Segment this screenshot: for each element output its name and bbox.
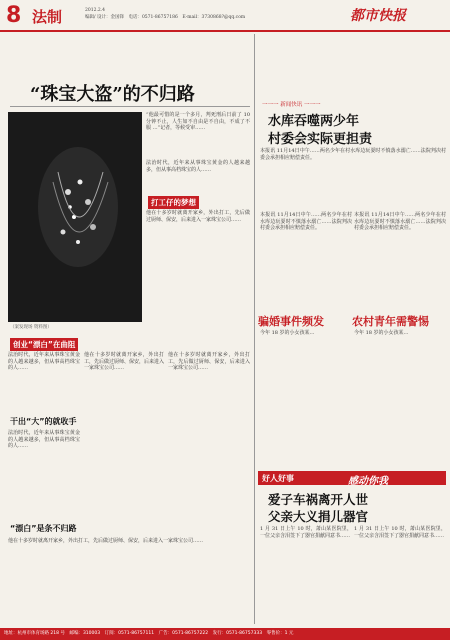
fraud-headline-left: 骗婚事件频发 (258, 315, 324, 328)
donor-headline-2: 父亲大义捐儿器官 (268, 509, 369, 524)
article-col-quit: 法治时代，近年来从事珠宝黄金的人越来越多，但从事高档珠宝的人…… (8, 430, 80, 449)
header-meta (85, 7, 245, 21)
column-divider (254, 34, 255, 624)
article-col-3: 他在十多岁时就离开家乡，外出打工，先后做过厨师、保安，后来进入一家珠宝公司…… (168, 352, 250, 371)
page-footer (0, 628, 450, 640)
donor-col-2: 1 月 31 日上午 10 时，萧山某医院里，一位父亲含泪签下了器官捐献同意书…… (354, 526, 446, 539)
subhead-no-return: “漂白”是条不归路 (10, 524, 77, 533)
banner-label-right: 感动你我 (348, 476, 388, 487)
subhead-whitewash: 创业“漂白”在曲阻 (10, 338, 78, 351)
donor-col-1: 1 月 31 日上午 10 时，萧山某医院里，一位父亲含泪签下了器官捐献同意书…… (260, 526, 352, 539)
reservoir-body: 本报讯 11月14日中午……两名少年在村水库边玩耍时不慎落水溺亡……法院判决村委会承担相应赔偿责任。 (260, 148, 446, 161)
donor-headline-1: 爱子车祸离开人世 (268, 492, 369, 507)
fraud-headline-right: 农村青年需警惕 (352, 315, 429, 328)
article-col-end: 他在十多岁时就离开家乡，外出打工，先后做过厨师、保安，后来进入一家珠宝公司…… (8, 538, 204, 544)
article-col-2: 他在十多岁时就离开家乡，外出打工，先后做过厨师、保安，后来进入一家珠宝公司…… (84, 352, 165, 371)
article-col-dream: 他在十多岁时就离开家乡，外出打工，先后做过厨师、保安，后来进入一家珠宝公司…… (146, 210, 250, 223)
page-number: 8 (6, 3, 22, 28)
issue-date: 2012.2.4 (85, 8, 106, 13)
page-header (0, 0, 450, 32)
good-deeds-banner (258, 471, 446, 485)
fraud-col-1: 今年 18 岁的小女孩某… (260, 330, 315, 336)
main-headline: “珠宝大盗”的不归路 (30, 84, 195, 105)
footer-text: 地址：杭州市体育场路 218 号 邮编：310003 订阅：0571-86757111 广告：0571-86757222 发行：0571-86757333 零售价：1 元 (4, 631, 294, 636)
reservoir-col-2: 本报讯 11月14日中午……两名少年在村水库边玩耍时不慎落水溺亡……法院判决村委会承担相应赔偿责任。 (354, 212, 446, 231)
reservoir-headline-1: 水库吞噬两少年 (268, 114, 360, 129)
article-deck: “他最可惜的是一个多月，判死刑后日前了 10 分钟不止，人生如不自由是不自由，不成了不服 …”记者，等候受审…… (146, 112, 250, 131)
news-kicker: 一一一 新闻快讯 一一一 (262, 102, 321, 108)
article-col-whitewash: 法治时代，近年来从事珠宝黄金的人越来越多，但从事高档珠宝的人…… (8, 352, 80, 371)
divider (10, 106, 250, 107)
editor-line: 编辑/ 设计：金国锋 电话：0571-86757186 E-mail：3730868?@qq.com (85, 15, 246, 20)
fraud-col-2: 今年 18 岁的小女孩某… (354, 330, 409, 336)
article-photo (8, 112, 142, 322)
masthead-logo: 都市快报 (350, 8, 406, 24)
article-col-intro: 法治时代，近年来从事珠宝黄金的人越来越多，但从事高档珠宝的人…… (146, 160, 250, 173)
subhead-dream: 打工仔的梦想 (148, 196, 199, 209)
section-title: 法制 (32, 8, 63, 26)
jewelry-photo-illustration (8, 112, 142, 322)
reservoir-headline-2: 村委会实际更担责 (268, 132, 373, 147)
banner-label-left: 好人好事 (262, 474, 294, 483)
photo-caption: （案发现场 资料图） (10, 325, 52, 330)
reservoir-col-1: 本报讯 11月14日中午……两名少年在村水库边玩耍时不慎落水溺亡……法院判决村委会承担相应赔偿责任。 (260, 212, 352, 231)
subhead-quit: 干出“大”的就收手 (10, 417, 77, 426)
